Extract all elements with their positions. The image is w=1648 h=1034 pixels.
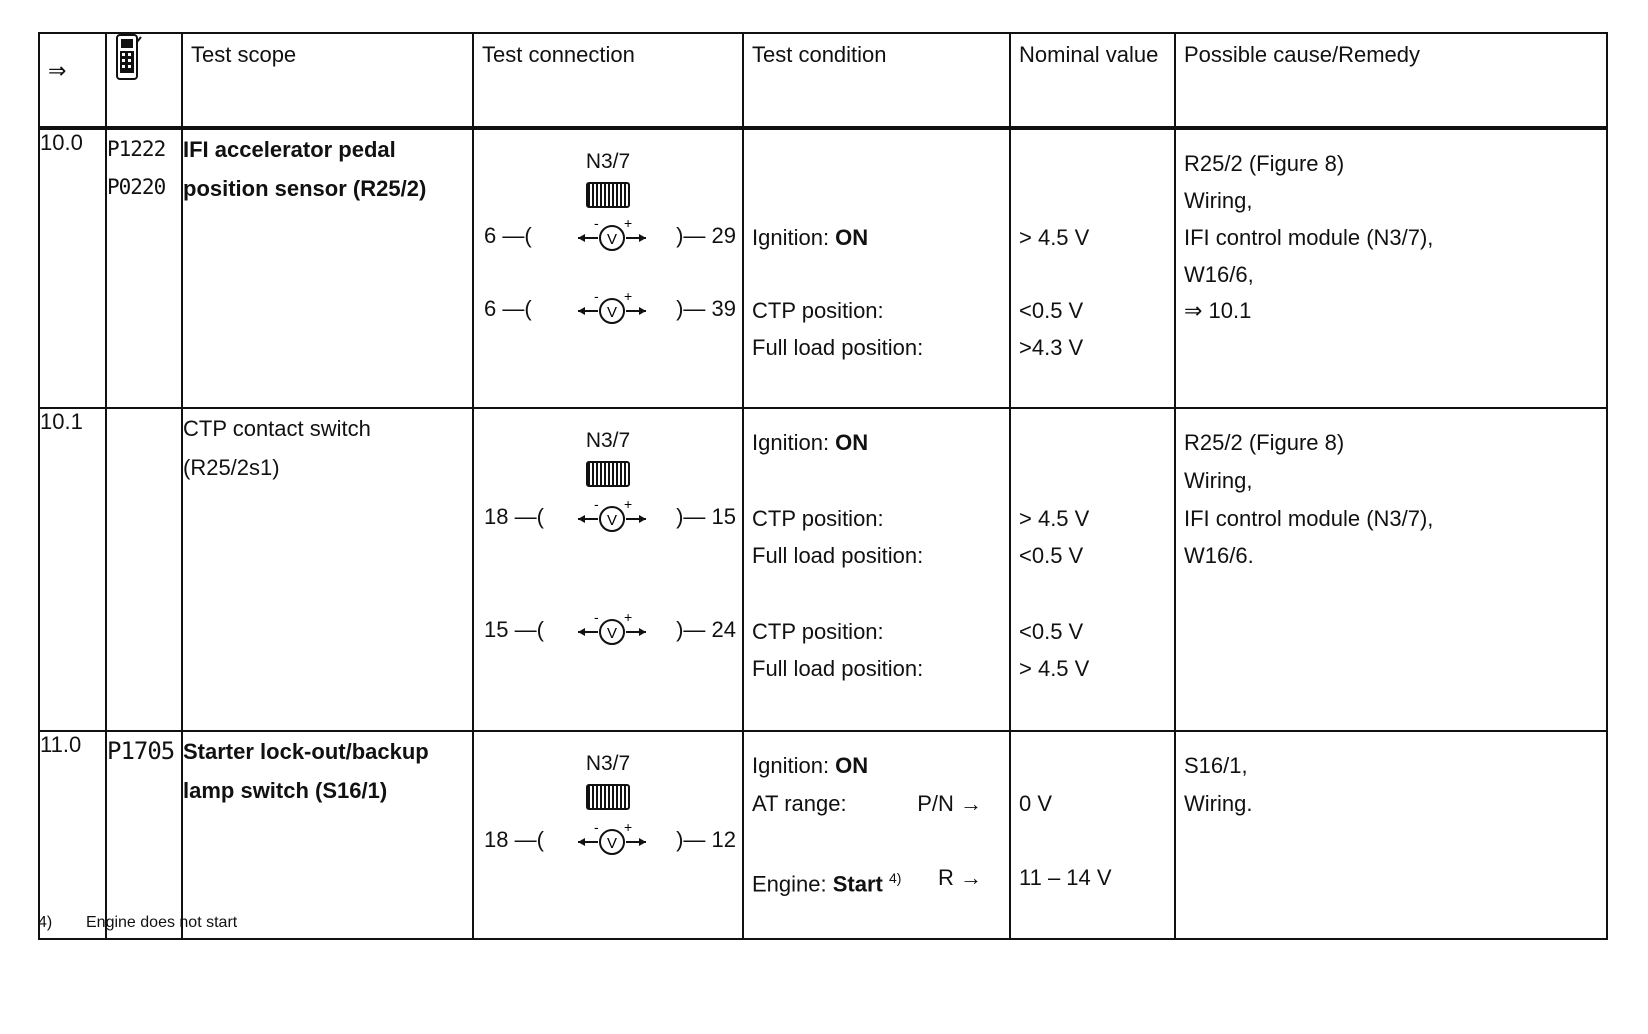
voltmeter-icon: [576, 289, 648, 335]
test-connection: [473, 408, 743, 731]
condition-value: ON: [835, 225, 869, 250]
nominal-line: > 4.5 V: [1019, 225, 1090, 250]
nominal-value: [1010, 408, 1175, 731]
condition-line: [752, 752, 868, 780]
test-condition: [743, 731, 1010, 939]
nominal-value: [1010, 731, 1175, 939]
possible-cause: [1175, 128, 1607, 408]
cause-line: Wiring,: [1184, 188, 1253, 213]
voltmeter-icon: [576, 216, 648, 262]
step-number: 10.1: [39, 408, 106, 731]
fault-code: P1222: [107, 137, 166, 161]
cause-line: R25/2 (Figure 8): [1184, 151, 1345, 176]
svg-text:+: +: [624, 289, 633, 304]
connector-label: N3/7: [585, 429, 631, 452]
nominal-line: <0.5 V: [1019, 619, 1084, 644]
cause-line: R25/2 (Figure 8): [1184, 430, 1345, 455]
condition-label: Ignition:: [752, 753, 836, 778]
possible-cause: [1175, 731, 1607, 939]
footnote-text: Engine does not start: [86, 914, 238, 931]
header-possible-cause: Possible cause/Remedy: [1175, 33, 1607, 128]
table-row: [39, 731, 1607, 939]
svg-text:V: V: [606, 512, 618, 529]
nominal-line: > 4.5 V: [1019, 506, 1090, 531]
fault-code: P0220: [107, 175, 166, 199]
test-scope: IFI accelerator pedal position sensor (R25/2): [182, 128, 473, 408]
pin-to: )— 29: [676, 223, 736, 248]
svg-text:-: -: [594, 289, 599, 304]
pin-from: 18 —(: [484, 827, 544, 852]
svg-text:V: V: [606, 304, 618, 321]
condition-line: [752, 790, 992, 818]
pin-connection: [474, 610, 742, 648]
condition-value: ON: [835, 430, 869, 455]
pin-to: )— 15: [676, 504, 736, 529]
header-arrow: ⇒: [39, 33, 106, 128]
pin-from: 6 —(: [484, 296, 532, 321]
condition-label: Engine:: [752, 871, 833, 897]
cause-line: Wiring.: [1184, 791, 1253, 816]
svg-text:+: +: [624, 610, 633, 625]
condition-range: R →: [938, 865, 982, 890]
test-condition: [743, 408, 1010, 731]
possible-cause: [1175, 408, 1607, 731]
svg-text:V: V: [606, 835, 618, 852]
condition-range: P/N →: [917, 791, 982, 816]
header-test-condition: Test condition: [743, 33, 1010, 128]
cause-line: Wiring,: [1184, 468, 1253, 493]
svg-text:-: -: [594, 497, 599, 512]
condition-label: AT range:: [752, 791, 847, 816]
pin-from: 6 —(: [484, 223, 532, 248]
svg-text:+: +: [624, 216, 633, 231]
fault-codes: [106, 128, 182, 408]
header-test-scope: Test scope: [182, 33, 473, 128]
condition-line: Full load position:: [752, 656, 924, 681]
svg-text:-: -: [594, 216, 599, 231]
pin-to: )— 12: [676, 827, 736, 852]
connector-icon: [586, 182, 630, 208]
condition-line: Full load position:: [752, 335, 924, 360]
footnote: [38, 914, 237, 932]
condition-value: ON: [835, 753, 869, 778]
fault-codes: [106, 731, 182, 939]
svg-text:V: V: [606, 625, 618, 642]
table-row: [39, 128, 1607, 408]
test-scope: CTP contact switch (R25/2s1): [182, 408, 473, 731]
condition-line: Full load position:: [752, 543, 924, 568]
svg-text:-: -: [594, 820, 599, 835]
header-nominal-value: Nominal value: [1010, 33, 1175, 128]
nominal-line: <0.5 V: [1019, 298, 1084, 323]
condition-line: [752, 224, 868, 252]
tester-device-icon: [113, 34, 143, 82]
condition-line: [752, 429, 868, 457]
condition-value: Start: [832, 871, 883, 897]
condition-line: [752, 864, 992, 898]
nominal-line: >4.3 V: [1019, 335, 1084, 360]
table-row: [39, 408, 1607, 731]
condition-label: Ignition:: [752, 225, 836, 250]
pin-connection: [474, 289, 742, 327]
step-number: 10.0: [39, 128, 106, 408]
footnote-ref: 4): [888, 870, 902, 886]
pin-connection: [474, 216, 742, 254]
cause-line: ⇒ 10.1: [1184, 298, 1252, 323]
nominal-value: [1010, 128, 1175, 408]
voltmeter-icon: [576, 820, 648, 866]
diagnostic-test-table: [38, 32, 1608, 940]
step-number: 11.0: [39, 731, 106, 939]
test-condition: [743, 128, 1010, 408]
header-test-connection: Test connection: [473, 33, 743, 128]
nominal-line: > 4.5 V: [1019, 656, 1090, 681]
fault-codes: [106, 408, 182, 731]
fault-code: P1705: [107, 737, 175, 765]
pin-connection: [474, 820, 742, 858]
condition-line: CTP position:: [752, 506, 884, 531]
voltmeter-icon: [576, 610, 648, 656]
svg-text:V: V: [606, 231, 618, 248]
cause-line: W16/6,: [1184, 262, 1254, 287]
pin-to: )— 24: [676, 617, 736, 642]
condition-line: CTP position:: [752, 298, 884, 323]
pin-to: )— 39: [676, 296, 736, 321]
table-header-row: [39, 33, 1607, 128]
nominal-line: 0 V: [1019, 791, 1053, 816]
svg-text:+: +: [624, 820, 633, 835]
cause-line: IFI control module (N3/7),: [1184, 225, 1434, 250]
connector-icon: [586, 461, 630, 487]
condition-label: Ignition:: [752, 430, 836, 455]
header-tester: [106, 33, 182, 128]
pin-connection: [474, 497, 742, 535]
condition-line: CTP position:: [752, 619, 884, 644]
svg-text:-: -: [594, 610, 599, 625]
pin-from: 18 —(: [484, 504, 544, 529]
nominal-line: <0.5 V: [1019, 543, 1084, 568]
test-scope: Starter lock-out/backup lamp switch (S16/1): [182, 731, 473, 939]
cause-line: IFI control module (N3/7),: [1184, 506, 1434, 531]
svg-text:+: +: [624, 497, 633, 512]
connector-label: N3/7: [585, 150, 631, 173]
test-connection: [473, 128, 743, 408]
cause-line: S16/1,: [1184, 753, 1248, 778]
cause-line: W16/6.: [1184, 543, 1254, 568]
voltmeter-icon: [576, 497, 648, 543]
test-connection: [473, 731, 743, 939]
pin-from: 15 —(: [484, 617, 544, 642]
connector-label: N3/7: [585, 752, 631, 775]
nominal-line: 11 – 14 V: [1019, 865, 1112, 890]
footnote-mark: 4): [38, 914, 53, 931]
connector-icon: [586, 784, 630, 810]
